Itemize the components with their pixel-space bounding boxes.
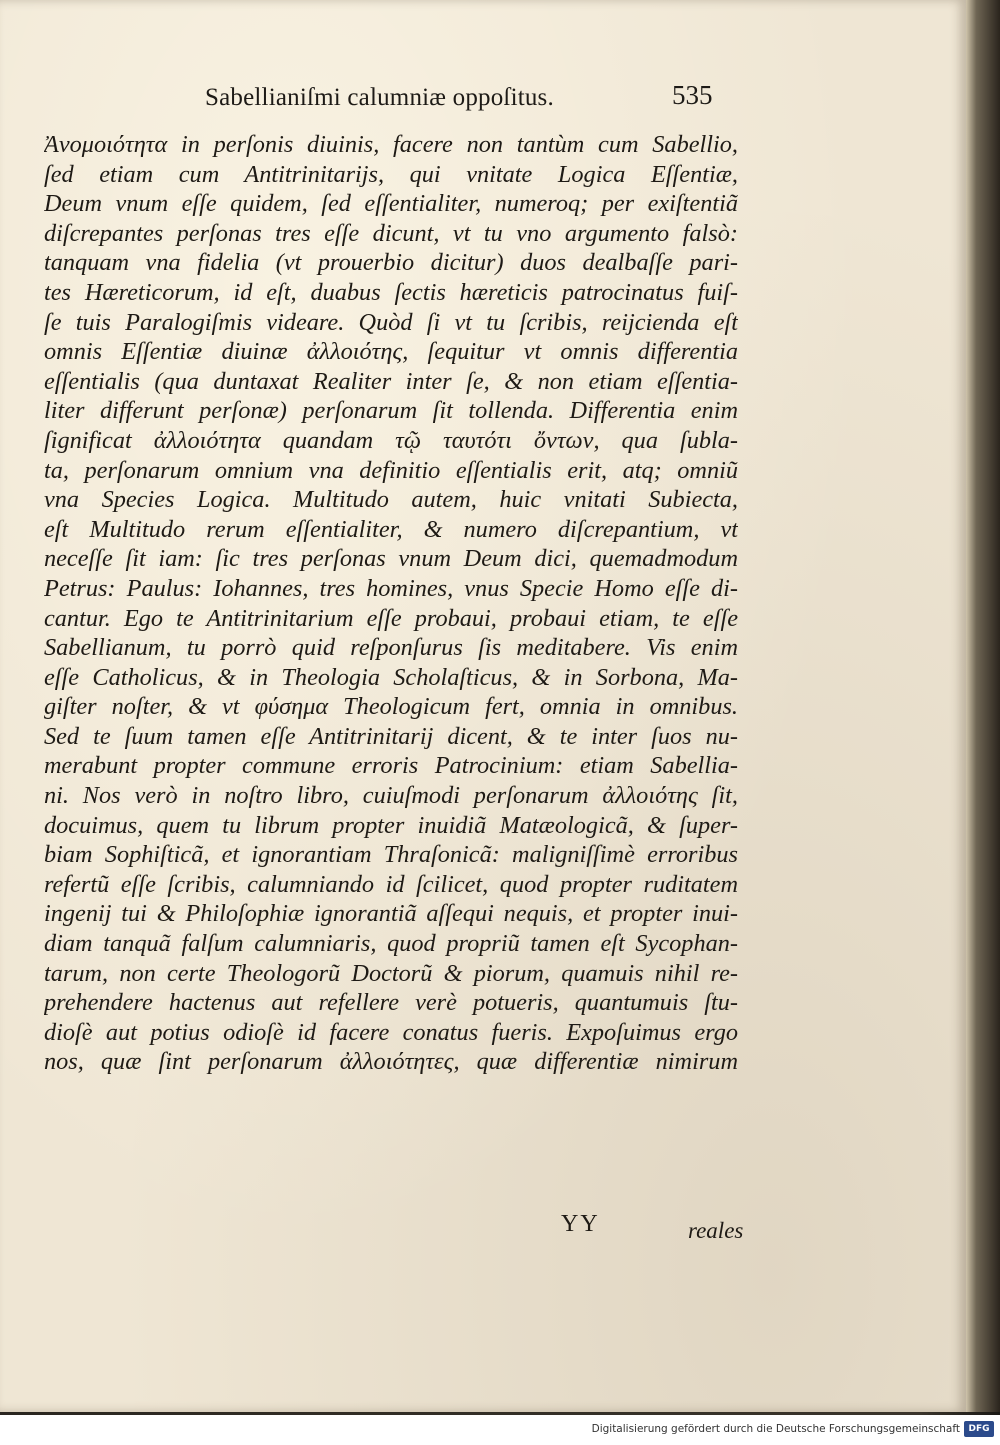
text-line: Sed te ſuum tamen eſſe Antitrinitarij dicent, & te inter ſuos nu- bbox=[44, 722, 738, 750]
text-line: biam Sophiſticã, et ignorantiam Thraſonicã: maligniſſimè erroribus bbox=[44, 841, 738, 869]
text-line: ingenij tui & Philoſophiæ ignorantiã aſſequi nequis, et propter inui- bbox=[44, 900, 738, 928]
text-line: eſſe Catholicus, & in Theologia Scholaſticus, & in Sorbona, Ma- bbox=[44, 663, 738, 691]
text-line: eſſentialis (qua duntaxat Realiter inter ſe, & non etiam eſſentia- bbox=[44, 367, 738, 395]
text-line: dioſè aut potius odioſè id facere conatus fueris. Expoſuimus ergo bbox=[44, 1018, 738, 1046]
text-line: prehendere hactenus aut refellere verè potueris, quantumuis ſtu- bbox=[44, 989, 738, 1017]
page-edge bbox=[966, 0, 1000, 1412]
page-number: 535 bbox=[672, 80, 713, 110]
text-line: ſed etiam cum Antitrinitarijs, qui vnitate Logica Eſſentiæ, bbox=[44, 160, 738, 188]
text-line: ſe tuis Paralogiſmis videare. Quòd ſi vt tu ſcribis, reijcienda eſt bbox=[44, 308, 738, 336]
text-line: cantur. Ego te Antitrinitarium eſſe probaui, probaui etiam, te eſſe bbox=[44, 604, 738, 632]
text-line: giſter noſter, & vt φύσημα Theologicum fert, omnia in omnibus. bbox=[44, 693, 738, 721]
text-line: neceſſe ſit iam: ſic tres perſonas vnum Deum dici, quemadmodum bbox=[44, 545, 738, 573]
text-line: eſt Multitudo rerum eſſentialiter, & numero diſcrepantium, vt bbox=[44, 515, 738, 543]
funding-credit: Digitalisierung gefördert durch die Deutsche Forschungsgemeinschaft bbox=[591, 1423, 960, 1435]
text-line: docuimus, quem tu librum propter inuidiã Matæologicã, & ſuper- bbox=[44, 811, 738, 839]
signature-mark: YY bbox=[561, 1211, 600, 1237]
text-line: Ἀνομοιότητα in perſonis diuinis, facere non tantùm cum Sabellio, bbox=[44, 131, 738, 158]
page-body-text bbox=[44, 130, 738, 1077]
text-line: Sabellianum, tu porrò quid reſponſurus ſis meditabere. Vis enim bbox=[44, 634, 738, 662]
text-line: tarum, non certe Theologorũ Doctorũ & piorum, quamuis nihil re- bbox=[44, 959, 738, 987]
text-line: ta, perſonarum omnium vna definitio eſſentialis erit, atq; omniũ bbox=[44, 456, 738, 484]
text-line: vna Species Logica. Multitudo autem, huic vnitati Subiecta, bbox=[44, 486, 738, 514]
text-line: merabunt propter commune erroris Patrocinium: etiam Sabellia- bbox=[44, 752, 738, 780]
text-line: omnis Eſſentiæ diuinæ ἀλλοιότης, ſequitur vt omnis differentia bbox=[44, 338, 738, 366]
text-line: ſignificat ἀλλοιότητα quandam τῷ ταυτότι ὄντων, qua ſubla- bbox=[44, 426, 738, 454]
text-line: diam tanquã falſum calumniaris, quod propriũ tamen eſt Sycophan- bbox=[44, 930, 738, 958]
footer-bar bbox=[0, 1415, 1000, 1445]
text-line: nos, quæ ſint perſonarum ἀλλοιότητες, quæ differentiæ nimirum bbox=[44, 1048, 738, 1076]
text-line: ni. Nos verò in noſtro libro, cuiuſmodi perſonarum ἀλλοιότης ſit, bbox=[44, 782, 738, 810]
text-line: tes Hæreticorum, id eſt, duabus ſectis hæreticis patrocinatus fuiſ- bbox=[44, 278, 738, 306]
text-line: refertũ eſſe ſcribis, calumniando id ſcilicet, quod propter ruditatem bbox=[44, 870, 738, 898]
text-line: liter differunt perſonæ) perſonarum ſit tollenda. Differentia enim bbox=[44, 397, 738, 425]
text-line: Deum vnum eſſe quidem, ſed eſſentialiter, numeroq; per exiſtentiã bbox=[44, 190, 738, 218]
dfg-logo-icon: DFG bbox=[964, 1421, 994, 1437]
text-line: Petrus: Paulus: Iohannes, tres homines, vnus Specie Homo eſſe di- bbox=[44, 574, 738, 602]
text-line: diſcrepantes perſonas tres eſſe dicunt, vt tu vno argumento falsò: bbox=[44, 219, 738, 247]
catchword: reales bbox=[688, 1218, 744, 1243]
text-line: tanquam vna fidelia (vt prouerbio dicitur) duos dealbaſſe pari- bbox=[44, 249, 738, 277]
running-title: Sabellianiſmi calumniæ oppoſitus. bbox=[205, 84, 554, 111]
